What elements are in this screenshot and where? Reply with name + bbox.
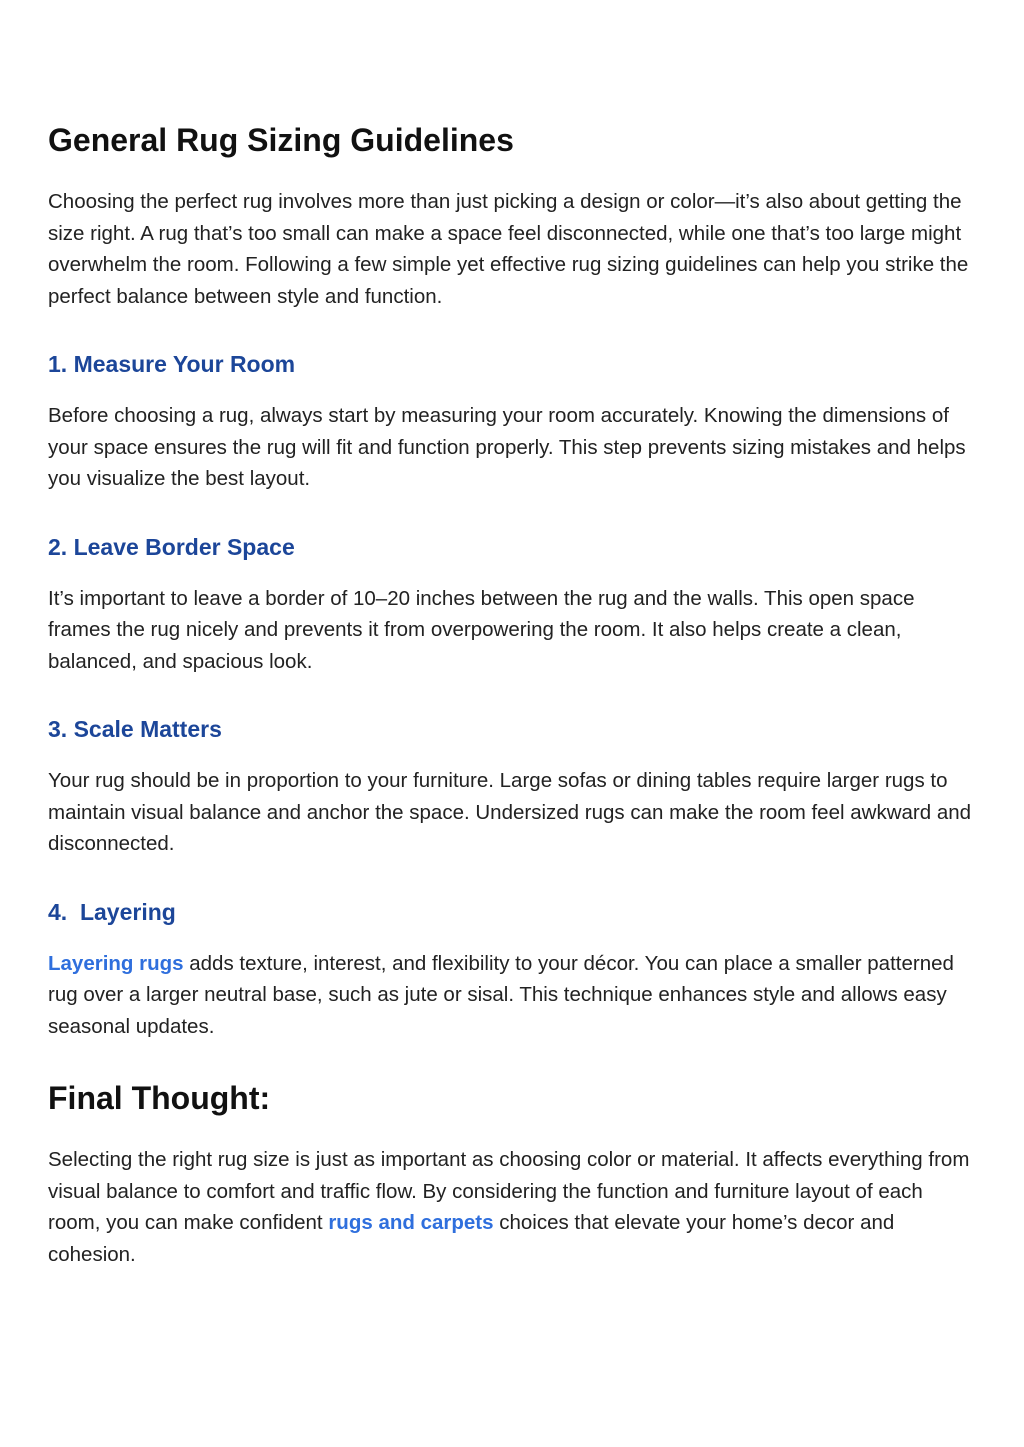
final-body-before: Selecting the right rug size is just as important as choosing color or material. It affects everything from visual balance to comfort and traffic flow. By considering the function and furniture layout of each room, you can make confident (48, 1148, 970, 1234)
section-heading-layering: 4. Layering (48, 898, 176, 925)
section-heading-scale: 3. Scale Matters (48, 716, 222, 742)
intro-paragraph: Choosing the perfect rug involves more than just picking a design or color—it’s also about getting the size right. A rug that’s too small can make a space feel disconnected, while one that’s too large might overwhelm the room. Following a few simple yet effective rug sizing guidelines can help you strike the perfect balance between style and function. (48, 190, 969, 308)
page-title: General Rug Sizing Guidelines (48, 122, 514, 158)
section-body-scale: Your rug should be in proportion to your furniture. Large sofas or dining tables require larger rugs to maintain visual balance and anchor the space. Undersized rugs can make the room feel awkward and disconnected. (48, 769, 972, 855)
section-heading-measure: 1. Measure Your Room (48, 351, 296, 377)
section-body-border: It’s important to leave a border of 10–20 inches between the rug and the walls. This open space frames the rug nicely and prevents it from overpowering the room. It also helps create a clean, balanced, and spacious look. (48, 586, 915, 673)
final-thought-paragraph (48, 1144, 976, 1270)
rugs-and-carpets-link[interactable]: rugs and carpets (328, 1211, 494, 1234)
final-thought-heading: Final Thought: (48, 1080, 271, 1116)
layering-rugs-link[interactable]: Layering rugs (48, 951, 184, 975)
final-body-after: choices that elevate your home’s decor and cohesion. (48, 1211, 895, 1266)
layering-body-text: adds texture, interest, and flexibility to your décor. You can place a smaller patterned rug over a larger neutral base, such as jute or sisal. This technique enhances style and allows easy seasonal updates. (48, 951, 954, 1038)
section-body-layering (48, 948, 976, 1043)
section-body-measure: Before choosing a rug, always start by measuring your room accurately. Knowing the dimensions of your space ensures the rug will fit and function properly. This step prevents sizing mistakes and helps you visualize the best layout. (48, 404, 966, 490)
section-heading-border: 2. Leave Border Space (48, 533, 295, 560)
